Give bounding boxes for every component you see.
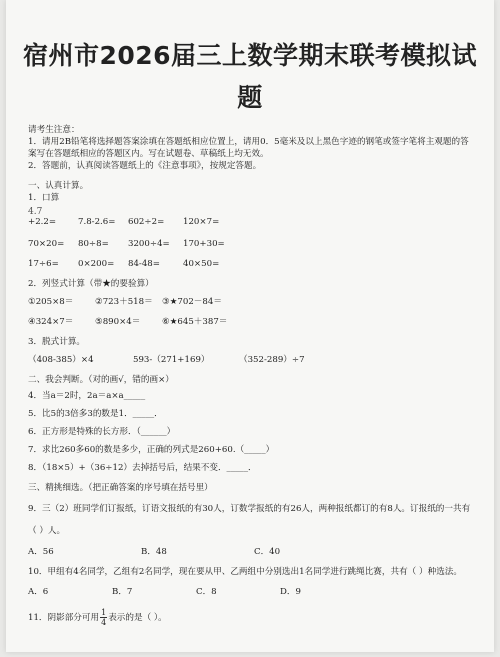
exam-body	[28, 124, 474, 627]
option: C．8	[196, 587, 217, 597]
notice-heading: 请考生注意：	[28, 125, 80, 135]
mental-math-item: 40×50=	[183, 259, 220, 269]
mental-math-item: 3200÷4=	[128, 239, 170, 249]
vertical-calc-item: ②723＋518＝	[95, 297, 153, 307]
vertical-calc-row-2	[28, 316, 474, 328]
notice-item-2: 2．答题前，认真阅读答题纸上的《注意事项》，按规定答题。	[28, 161, 262, 171]
section-1-heading: 一、认真计算。	[28, 181, 89, 191]
expression-item: （408-385）×4	[28, 355, 94, 365]
mental-math-item: 120×7=	[183, 217, 220, 227]
mental-math-item: 0×200=	[78, 259, 115, 269]
fraction-numerator: 1	[101, 608, 107, 617]
page-title-continued: 题	[237, 83, 263, 112]
section-2-heading: 二、我会判断。（对的画√，错的画×）	[28, 375, 174, 385]
vertical-calc-item: ①205×8＝	[28, 297, 74, 307]
section-3-heading: 三、精挑细选。（把正确答案的序号填在括号里）	[28, 483, 213, 493]
question-5: 5．比5的3倍多3的数是1．_____．	[28, 409, 163, 419]
part-2-heading: 2．列竖式计算（带★的要验算）	[28, 279, 154, 289]
vertical-calc-item: ③★702－84＝	[162, 297, 222, 307]
handwritten-value: 4.7	[28, 207, 43, 217]
option: B．7	[112, 587, 133, 597]
mental-math-item: 70×20=	[28, 239, 65, 249]
vertical-calc-item: ⑤890×4＝	[95, 317, 141, 327]
fraction-denominator: 4	[101, 618, 107, 627]
question-8: 8．（18×5）+（36÷12）去掉括号后，结果不变．_____．	[28, 463, 257, 473]
question-4: 4．当a＝2时，2a＝a×a_____	[28, 391, 146, 401]
part-1-heading: 1．口算	[28, 193, 60, 203]
question-10: 10．甲组有4名同学，乙组有2名同学，现在要从甲、乙两组中分别选出1名同学进行跳绳比赛，共有（ ）种选法。	[28, 567, 462, 577]
option: C．40	[254, 547, 281, 557]
option: D．9	[280, 587, 301, 597]
mental-math-item: 170+30=	[183, 239, 225, 249]
mental-math-row-1	[28, 216, 474, 228]
mental-math-item: +2.2=	[28, 217, 57, 227]
question-9: 9．三（2）班同学们订报纸，订语文报纸的有30人，订数学报纸的有26人，两种报纸都订的有8人。订报纸的一共有（ ）人。	[28, 504, 471, 536]
question-9-options	[28, 546, 474, 558]
vertical-calc-row-1	[28, 296, 474, 308]
option: A．6	[28, 587, 49, 597]
mental-math-row-2	[28, 238, 474, 250]
question-11-prefix: 11．阴影部分可用	[28, 613, 100, 623]
question-6: 6．正方形是特殊的长方形．（______）	[28, 427, 176, 437]
mental-math-item: 17÷6=	[28, 259, 59, 269]
page-title: 宿州市2026届三上数学期末联考模拟试	[22, 41, 478, 70]
option: B．48	[141, 547, 167, 557]
question-10-options	[28, 586, 474, 598]
question-11-suffix: 表示的是（ ）。	[108, 613, 167, 623]
vertical-calc-item: ④324×7＝	[28, 317, 74, 327]
vertical-calc-item: ⑥★645＋387＝	[162, 317, 228, 327]
expression-row	[28, 354, 474, 366]
mental-math-row-3	[28, 258, 474, 270]
mental-math-item: 84-48=	[128, 259, 160, 269]
mental-math-item: 80÷8=	[78, 239, 109, 249]
question-7: 7．求比260多60的数是多少，正确的列式是260+60.（_____）	[28, 445, 275, 455]
mental-math-item: 7.8-2.6=	[78, 217, 116, 227]
mental-math-item: 602÷2=	[128, 217, 165, 227]
part-3-heading: 3．脱式计算。	[28, 337, 86, 347]
notice-item-1: 1．请用2B铅笔将选择题答案涂填在答题纸相应位置上，请用0．5毫米及以上黑色字迹的钢笔或签字笔将主观题的答案写在答题纸相应的答题区内。写在试题卷、草稿纸上均无效。	[28, 137, 469, 159]
handwritten-note	[28, 204, 474, 216]
expression-item: 593-（271+169）	[133, 355, 210, 365]
expression-item: （352-289）÷7	[239, 355, 305, 365]
fraction	[100, 608, 107, 627]
question-11	[28, 608, 474, 627]
option: A．56	[28, 547, 54, 557]
